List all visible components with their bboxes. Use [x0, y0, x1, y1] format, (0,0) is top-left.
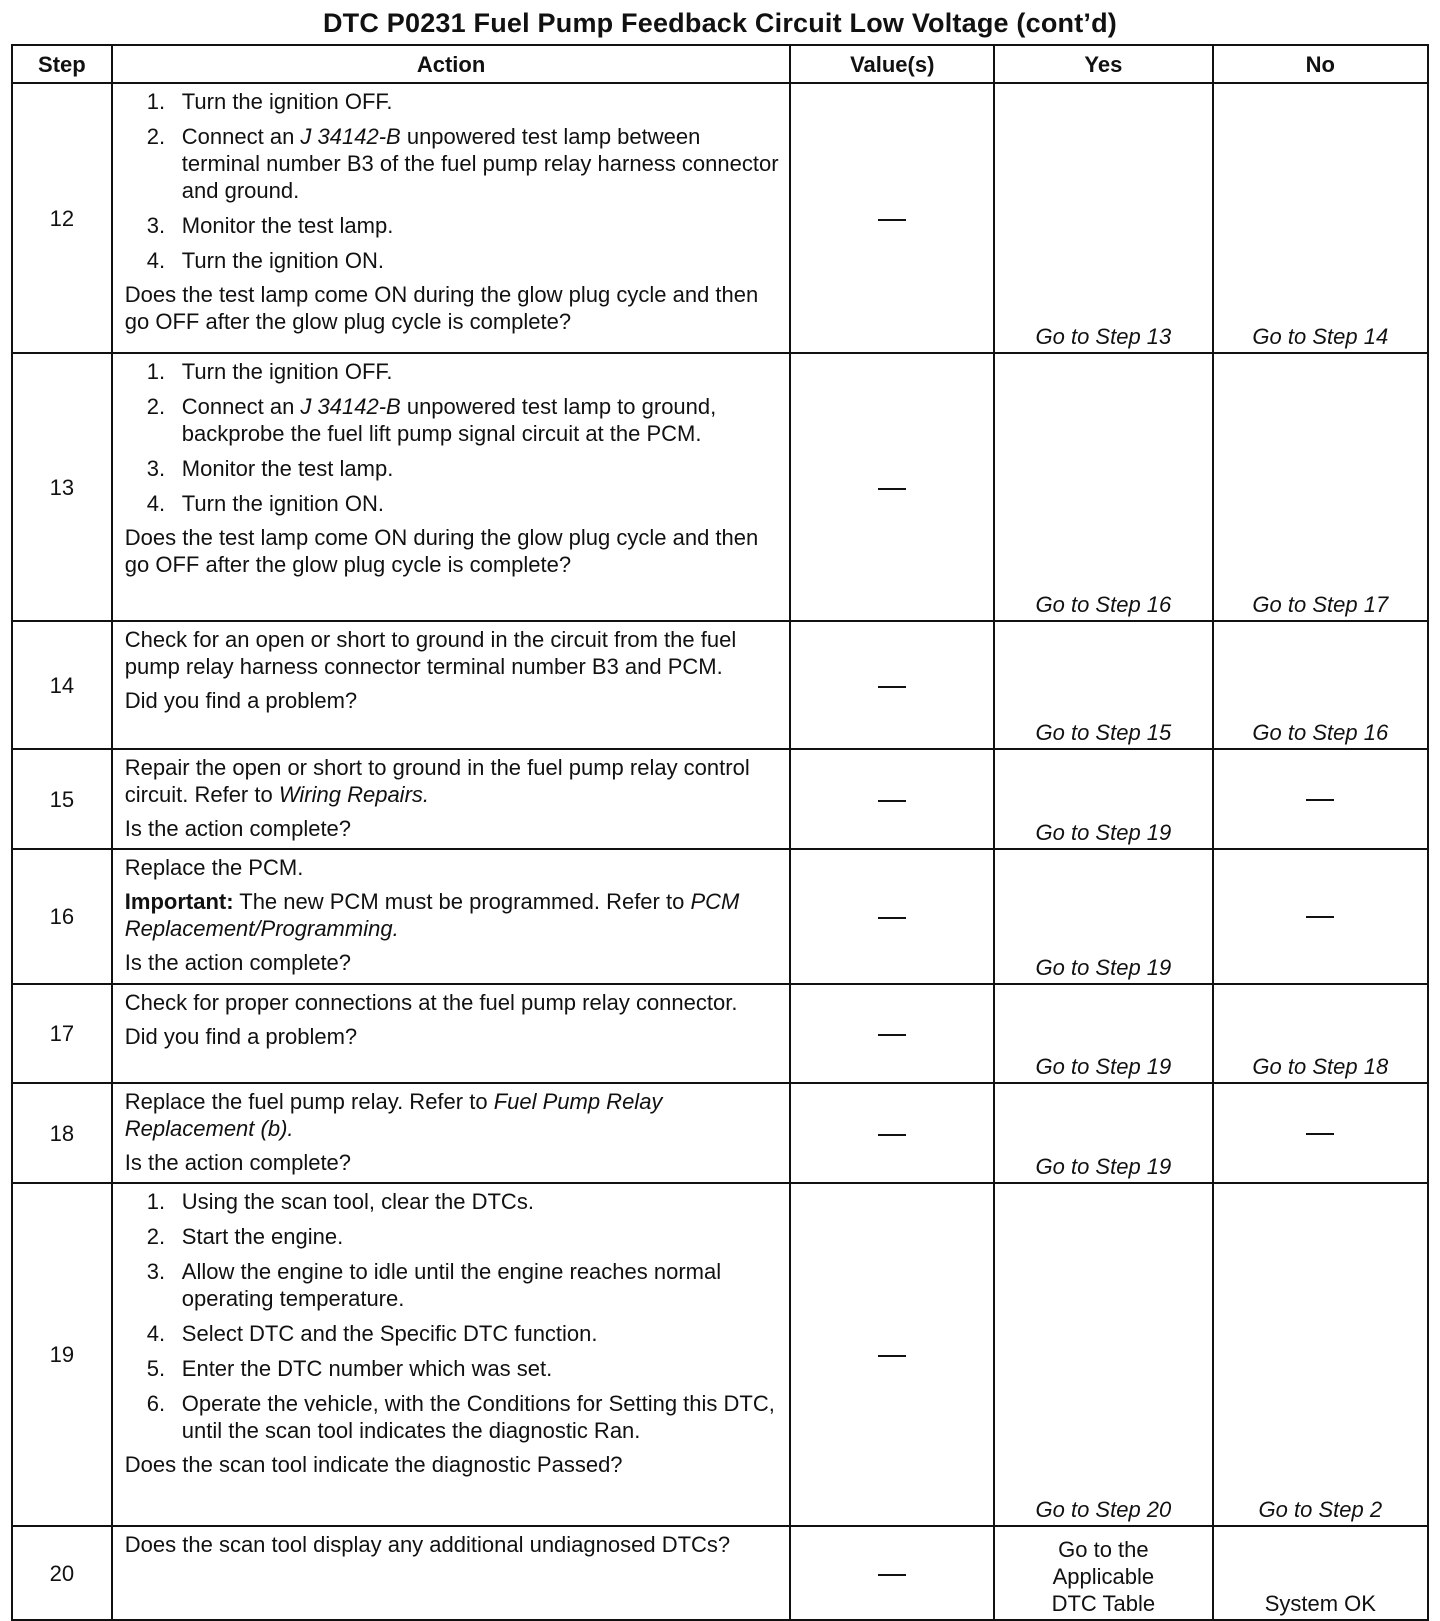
diagnostic-table: [11, 44, 1429, 1621]
value-cell: [790, 849, 994, 984]
reference-link: PCM Replacement/Programming.: [124, 889, 740, 941]
yes-cell: Go to Step 19: [994, 849, 1212, 984]
list-item: 5. Enter the DTC number which was set.: [146, 1356, 553, 1381]
no-cell: System OK: [1213, 1526, 1428, 1620]
value-cell: [790, 1083, 994, 1183]
important-note: Important: The new PCM must be programmed. Refer to PCM Replacement/Programming.: [124, 889, 740, 941]
step-number: 20: [12, 1526, 112, 1620]
yes-line: DTC Table: [1051, 1591, 1156, 1616]
no-cell: Go to Step 14: [1213, 83, 1428, 353]
dash-icon: [878, 917, 906, 919]
header-values: Value(s): [790, 45, 994, 83]
dash-icon: [1306, 916, 1334, 918]
value-cell: [790, 353, 994, 621]
dash-icon: [1306, 799, 1334, 801]
table-header-row: [12, 45, 1428, 83]
step-number: 16: [12, 849, 112, 984]
value-cell: [790, 749, 994, 849]
action-text: Replace the PCM.: [124, 855, 304, 880]
yes-cell: Go to Step 15: [994, 621, 1212, 749]
step-number: 18: [12, 1083, 112, 1183]
value-cell: [790, 621, 994, 749]
action-cell: [112, 621, 791, 749]
action-question: Is the action complete?: [124, 950, 352, 975]
dash-icon: [878, 488, 906, 490]
no-cell: Go to Step 16: [1213, 621, 1428, 749]
value-cell: [790, 1183, 994, 1526]
list-item: 4. Turn the ignition ON.: [146, 491, 384, 516]
action-cell: [112, 1526, 791, 1620]
list-item: 6. Operate the vehicle, with the Conditions for Setting this DTC, until the scan tool indicates the diagnostic Ran.: [146, 1391, 775, 1443]
value-cell: [790, 984, 994, 1083]
yes-line: Go to the: [1058, 1537, 1149, 1562]
table-row: [12, 621, 1428, 749]
yes-line: Applicable: [1052, 1564, 1155, 1589]
action-cell: [112, 984, 791, 1083]
action-question: Does the test lamp come ON during the glow plug cycle and then go OFF after the glow plug cycle is complete?: [124, 525, 759, 577]
no-cell: Go to Step 17: [1213, 353, 1428, 621]
table-row: [12, 984, 1428, 1083]
yes-cell: Go to Step 16: [994, 353, 1212, 621]
action-text: Replace the fuel pump relay. Refer to Fuel Pump Relay Replacement (b).: [124, 1089, 663, 1141]
dash-icon: [878, 1134, 906, 1136]
step-number: 12: [12, 83, 112, 353]
action-question: Did you find a problem?: [124, 688, 358, 713]
action-cell: [112, 749, 791, 849]
step-number: 13: [12, 353, 112, 621]
dash-icon: [878, 686, 906, 688]
dash-icon: [878, 800, 906, 802]
list-item: 2. Connect an J 34142-B unpowered test lamp between terminal number B3 of the fuel pump relay harness connector and ground.: [146, 124, 779, 203]
table-row: [12, 1183, 1428, 1526]
reference-link: Wiring Repairs.: [278, 782, 430, 807]
list-item: 4. Turn the ignition ON.: [146, 248, 384, 273]
list-item: 1. Turn the ignition OFF.: [146, 89, 393, 114]
yes-cell: Go to Step 19: [994, 1083, 1212, 1183]
action-cell: [112, 849, 791, 984]
table-row: [12, 83, 1428, 353]
action-cell: [112, 1083, 791, 1183]
no-cell: Go to Step 2: [1213, 1183, 1428, 1526]
no-cell: Go to Step 18: [1213, 984, 1428, 1083]
action-question: Does the test lamp come ON during the glow plug cycle and then go OFF after the glow plug cycle is complete?: [124, 282, 759, 334]
step-number: 19: [12, 1183, 112, 1526]
action-question: Did you find a problem?: [124, 1024, 358, 1049]
action-text: Repair the open or short to ground in the fuel pump relay control circuit. Refer to Wiring Repairs.: [124, 755, 750, 807]
list-item: 3. Allow the engine to idle until the engine reaches normal operating temperature.: [146, 1259, 722, 1311]
action-question: Is the action complete?: [124, 1150, 352, 1175]
step-number: 17: [12, 984, 112, 1083]
value-cell: [790, 83, 994, 353]
table-row: [12, 1526, 1428, 1620]
no-cell: [1213, 1083, 1428, 1183]
yes-cell: Go to Step 13: [994, 83, 1212, 353]
dash-icon: [1306, 1133, 1334, 1135]
dash-icon: [878, 1574, 906, 1576]
dash-icon: [878, 1355, 906, 1357]
yes-cell: Go to Step 19: [994, 984, 1212, 1083]
value-cell: [790, 1526, 994, 1620]
no-cell: [1213, 749, 1428, 849]
list-item: 2. Start the engine.: [146, 1224, 344, 1249]
list-item: 3. Monitor the test lamp.: [146, 213, 394, 238]
tool-reference: J 34142-B: [300, 394, 401, 419]
action-cell: [112, 353, 791, 621]
action-question: Does the scan tool indicate the diagnostic Passed?: [124, 1452, 623, 1477]
action-cell: [112, 83, 791, 353]
action-question: Does the scan tool display any additional undiagnosed DTCs?: [124, 1532, 731, 1557]
table-row: [12, 353, 1428, 621]
yes-cell: [994, 1526, 1212, 1620]
header-step: Step: [12, 45, 112, 83]
table-row: [12, 749, 1428, 849]
list-item: 2. Connect an J 34142-B unpowered test lamp to ground, backprobe the fuel lift pump signal circuit at the PCM.: [146, 394, 717, 446]
list-item: 3. Monitor the test lamp.: [146, 456, 394, 481]
list-item: 1. Turn the ignition OFF.: [146, 359, 393, 384]
header-yes: Yes: [994, 45, 1212, 83]
yes-cell: Go to Step 19: [994, 749, 1212, 849]
step-number: 15: [12, 749, 112, 849]
list-item: 1. Using the scan tool, clear the DTCs.: [146, 1189, 534, 1214]
tool-reference: J 34142-B: [300, 124, 401, 149]
step-number: 14: [12, 621, 112, 749]
action-question: Is the action complete?: [124, 816, 352, 841]
action-text: Check for an open or short to ground in the circuit from the fuel pump relay harness connector terminal number B3 and PCM.: [124, 627, 737, 679]
list-item: 4. Select DTC and the Specific DTC function.: [146, 1321, 598, 1346]
no-cell: [1213, 849, 1428, 984]
dash-icon: [878, 219, 906, 221]
yes-cell: Go to Step 20: [994, 1183, 1212, 1526]
reference-link: Fuel Pump Relay Replacement (b).: [124, 1089, 663, 1141]
page-title: DTC P0231 Fuel Pump Feedback Circuit Low Voltage (cont’d): [322, 8, 1118, 38]
dash-icon: [878, 1034, 906, 1036]
header-no: No: [1213, 45, 1428, 83]
header-action: Action: [112, 45, 791, 83]
action-text: Check for proper connections at the fuel pump relay connector.: [124, 990, 738, 1015]
table-row: [12, 1083, 1428, 1183]
action-cell: [112, 1183, 791, 1526]
table-row: [12, 849, 1428, 984]
